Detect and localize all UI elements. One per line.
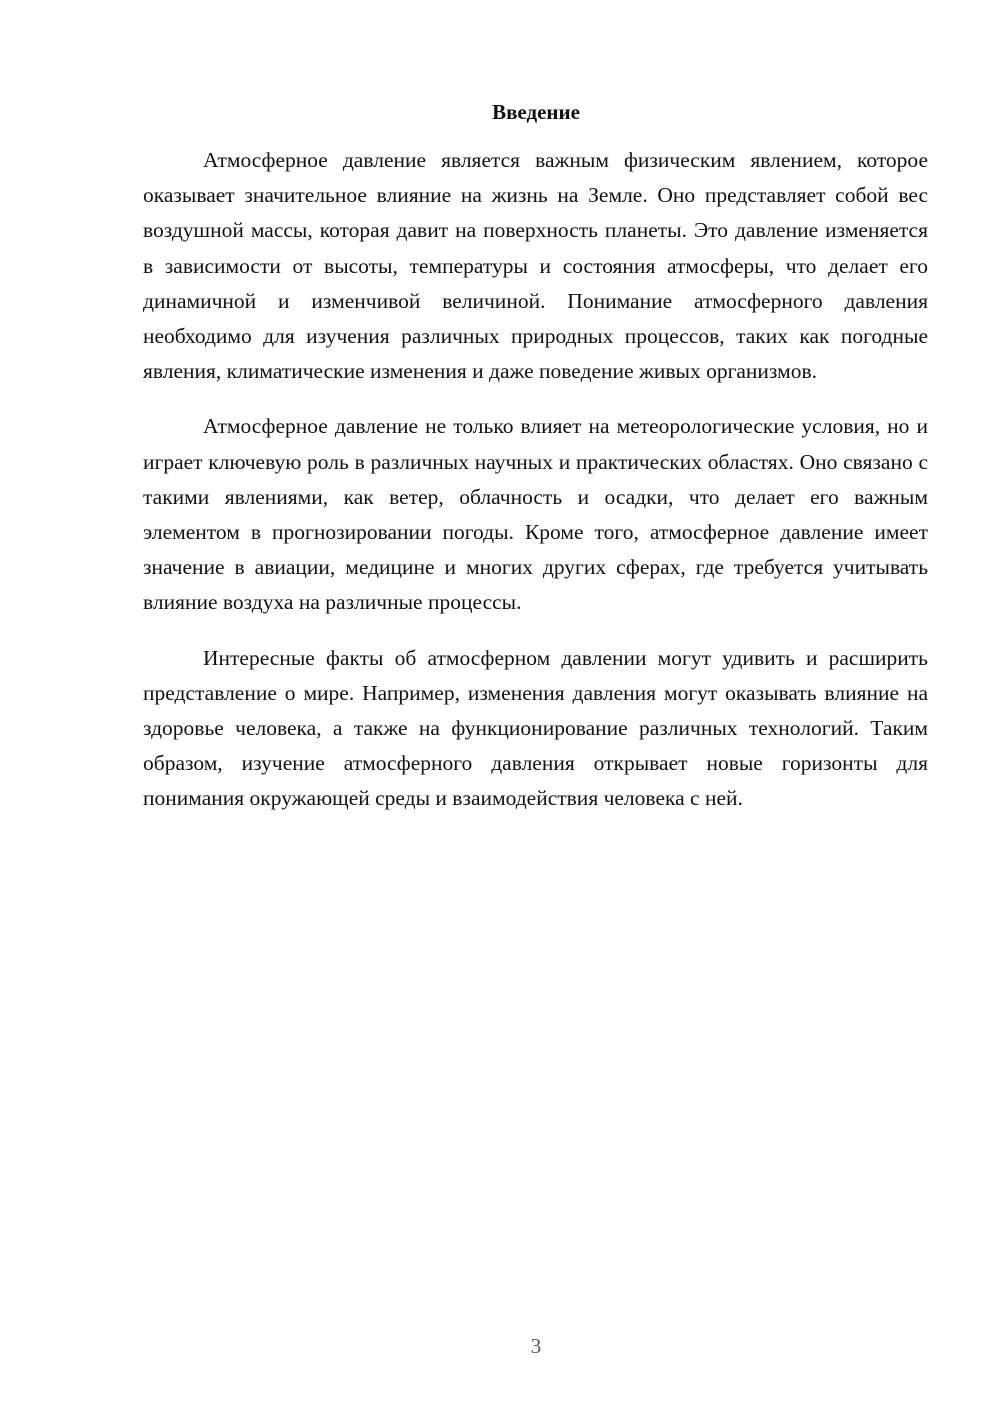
paragraph-3: Интересные факты об атмосферном давлении могут удивить и расширить представление о мире. Например, изменения давления могут оказывать влияние на здоровье человека, а также на функционирование различных технологий. Таким образом, изучение атмосферного давления открывает новые горизонты для понимания окружающей среды и взаимодействия человека с ней.	[143, 645, 928, 811]
section-heading: Введение	[492, 100, 580, 124]
paragraph-2: Атмосферное давление не только влияет на метеорологические условия, но и играет ключевую роль в различных научных и практических областях. Оно связано с такими явлениями, как ветер, облачность и осадки, что делает его важным элементом в прогнозировании погоды. Кроме того, атмосферное давление имеет значение в авиации, медицине и многих других сферах, где требуется учитывать влияние воздуха на различные процессы.	[143, 414, 928, 615]
page-number: 3	[530, 1334, 542, 1358]
body-text	[143, 143, 928, 837]
paragraph-1: Атмосферное давление является важным физическим явлением, которое оказывает значительное влияние на жизнь на Земле. Оно представляет собой вес воздушной массы, которая давит на поверхность планеты. Это давление изменяется в зависимости от высоты, температуры и состояния атмосферы, что делает его динамичной и изменчивой величиной. Понимание атмосферного давления необходимо для изучения различных природных процессов, таких как погодные явления, климатические изменения и даже поведение живых организмов.	[143, 148, 928, 384]
